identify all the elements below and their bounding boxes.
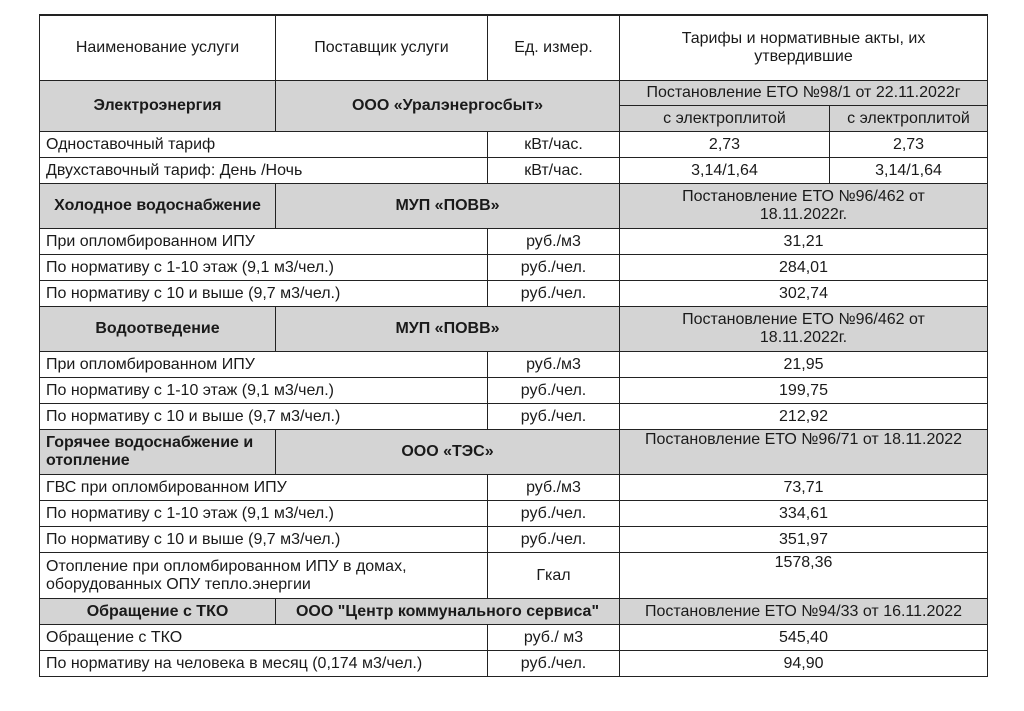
tariffs-table [39, 14, 988, 677]
row-unit: руб./м3 [488, 229, 620, 255]
hot-water-provider: ООО «ТЭС» [276, 430, 620, 475]
row-value: 21,95 [620, 352, 988, 378]
row-name: По нормативу с 1-10 этаж (9,1 м3/чел.) [40, 501, 488, 527]
row-value: 2,73 [830, 132, 988, 158]
row-value: 334,61 [620, 501, 988, 527]
row-unit: руб./чел. [488, 527, 620, 553]
waste-act: Постановление ЕТО №94/33 от 16.11.2022 [620, 599, 988, 625]
table-row [40, 625, 988, 651]
row-unit: руб./ м3 [488, 625, 620, 651]
header-row [40, 15, 988, 81]
table-row [40, 229, 988, 255]
row-value: 31,21 [620, 229, 988, 255]
table-row [40, 553, 988, 599]
row-name: По нормативу с 10 и выше (9,7 м3/чел.) [40, 281, 488, 307]
waste-provider: ООО "Центр коммунального сервиса" [276, 599, 620, 625]
row-name: Отопление при опломбированном ИПУ в домах, оборудованных ОПУ тепло.энергии [40, 553, 488, 599]
row-unit: Гкал [488, 553, 620, 599]
row-unit: руб./чел. [488, 281, 620, 307]
row-value: 94,90 [620, 651, 988, 677]
electricity-act: Постановление ЕТО №98/1 от 22.11.2022г [620, 81, 988, 106]
table-row [40, 475, 988, 501]
drainage-act: Постановление ЕТО №96/462 от 18.11.2022г. [620, 307, 988, 352]
row-value: 2,73 [620, 132, 830, 158]
header-provider: Поставщик услуги [276, 15, 488, 81]
row-unit: руб./чел. [488, 404, 620, 430]
table-row [40, 352, 988, 378]
row-name: Обращение с ТКО [40, 625, 488, 651]
table-row [40, 281, 988, 307]
cold-water-section-row [40, 184, 988, 229]
row-unit: кВт/час. [488, 132, 620, 158]
row-value: 1578,36 [620, 553, 988, 599]
row-value: 73,71 [620, 475, 988, 501]
row-name: По нормативу на человека в месяц (0,174 м3/чел.) [40, 651, 488, 677]
row-name: При опломбированном ИПУ [40, 352, 488, 378]
row-name: При опломбированном ИПУ [40, 229, 488, 255]
row-value: 3,14/1,64 [620, 158, 830, 184]
row-unit: руб./чел. [488, 255, 620, 281]
header-unit: Ед. измер. [488, 15, 620, 81]
row-value: 302,74 [620, 281, 988, 307]
row-unit: руб./чел. [488, 651, 620, 677]
table-row [40, 378, 988, 404]
electricity-provider: ООО «Уралэнергосбыт» [276, 81, 620, 132]
table-row [40, 255, 988, 281]
drainage-section-row [40, 307, 988, 352]
row-value: 351,97 [620, 527, 988, 553]
electricity-name: Электроэнергия [40, 81, 276, 132]
row-unit: кВт/час. [488, 158, 620, 184]
table-row [40, 158, 988, 184]
row-name: По нормативу с 10 и выше (9,7 м3/чел.) [40, 527, 488, 553]
header-service: Наименование услуги [40, 15, 276, 81]
cold-water-provider: МУП «ПОВВ» [276, 184, 620, 229]
table-row [40, 501, 988, 527]
waste-name: Обращение с ТКО [40, 599, 276, 625]
table-row [40, 132, 988, 158]
row-name: ГВС при опломбированном ИПУ [40, 475, 488, 501]
electricity-sub-a: с электроплитой [620, 106, 830, 132]
row-name: По нормативу с 1-10 этаж (9,1 м3/чел.) [40, 255, 488, 281]
row-value: 3,14/1,64 [830, 158, 988, 184]
row-unit: руб./м3 [488, 475, 620, 501]
row-name: По нормативу с 10 и выше (9,7 м3/чел.) [40, 404, 488, 430]
drainage-provider: МУП «ПОВВ» [276, 307, 620, 352]
table-row [40, 404, 988, 430]
table-row [40, 651, 988, 677]
row-name: По нормативу с 1-10 этаж (9,1 м3/чел.) [40, 378, 488, 404]
row-value: 199,75 [620, 378, 988, 404]
row-name: Одноставочный тариф [40, 132, 488, 158]
row-value: 212,92 [620, 404, 988, 430]
row-unit: руб./чел. [488, 378, 620, 404]
hot-water-name: Горячее водоснабжение и отопление [40, 430, 276, 475]
waste-section-row [40, 599, 988, 625]
row-value: 545,40 [620, 625, 988, 651]
hot-water-section-row [40, 430, 988, 475]
row-name: Двухставочный тариф: День /Ночь [40, 158, 488, 184]
row-unit: руб./м3 [488, 352, 620, 378]
cold-water-name: Холодное водоснабжение [40, 184, 276, 229]
row-value: 284,01 [620, 255, 988, 281]
row-unit: руб./чел. [488, 501, 620, 527]
electricity-section-row [40, 81, 988, 106]
header-tariffs: Тарифы и нормативные акты, их утвердившие [620, 15, 988, 81]
electricity-sub-b: с электроплитой [830, 106, 988, 132]
cold-water-act: Постановление ЕТО №96/462 от 18.11.2022г. [620, 184, 988, 229]
table-row [40, 527, 988, 553]
drainage-name: Водоотведение [40, 307, 276, 352]
hot-water-act: Постановление ЕТО №96/71 от 18.11.2022 [620, 430, 988, 475]
